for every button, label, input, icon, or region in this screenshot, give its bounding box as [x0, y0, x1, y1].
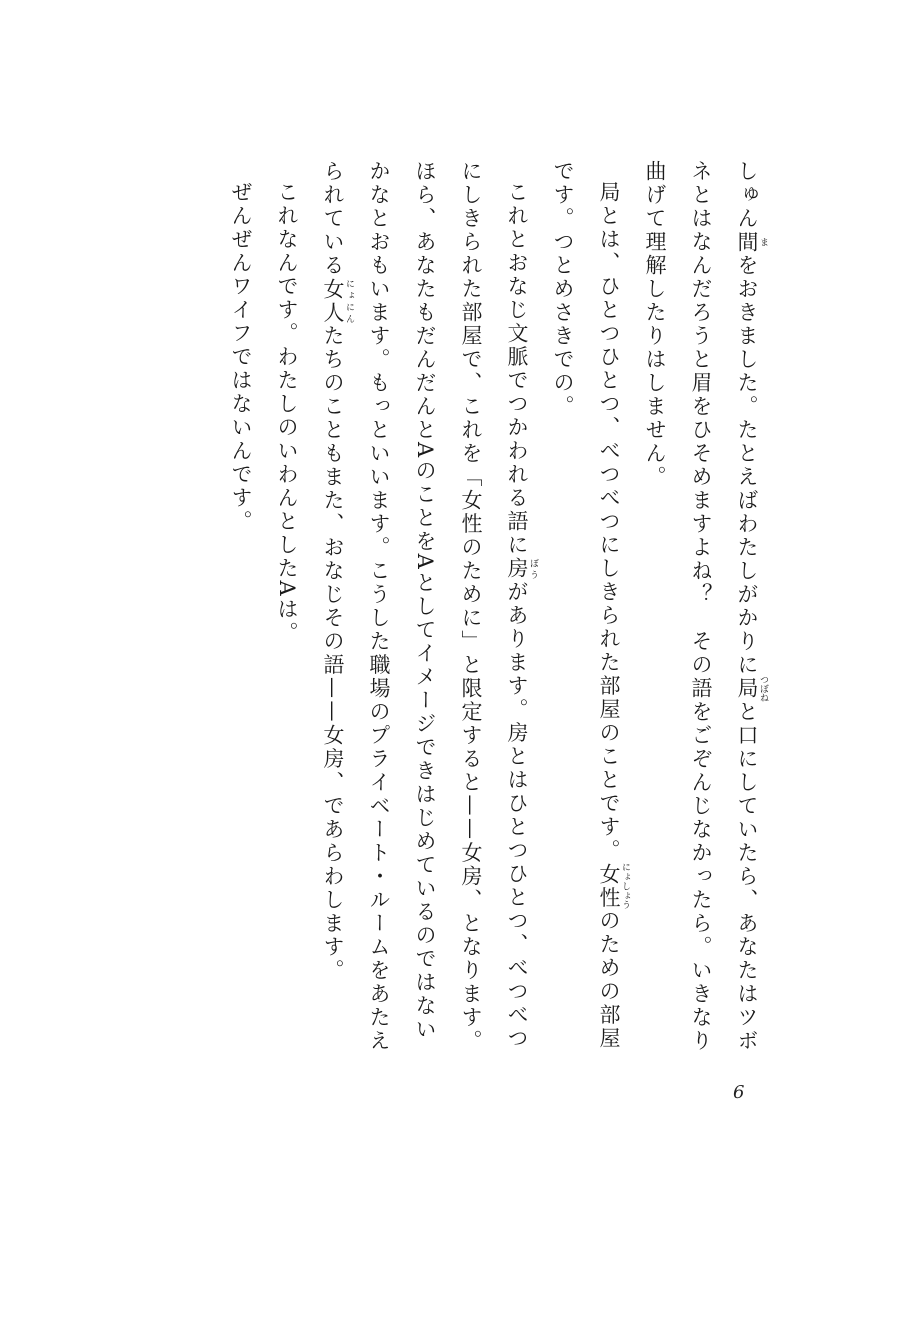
text-run: をおきました。たとえばわたしがかりに	[735, 254, 759, 677]
ruby-reading: つぼね	[758, 675, 768, 703]
ruby-word	[735, 675, 768, 703]
ruby-reading: ま	[758, 230, 768, 254]
paragraph	[310, 160, 540, 1060]
paragraph	[264, 160, 310, 1060]
ruby-reading: にょしょう	[620, 862, 630, 910]
ruby-word	[321, 277, 354, 325]
paragraph	[632, 160, 770, 1060]
ruby-base: 女人	[321, 277, 345, 325]
ruby-base: 間	[735, 230, 759, 254]
text-run: 局とは、ひとつひとつ、べつべつにしきられた部屋のことです。	[597, 181, 621, 863]
text-run: たちのこともまた、おなじその語——女房、であらわします。	[321, 324, 345, 983]
ruby-base: 女性	[597, 862, 621, 910]
text-run: これなんです。わたしのいわんとしたAは。	[275, 181, 299, 646]
paragraph	[540, 160, 632, 1060]
ruby-word	[597, 862, 630, 910]
ruby-base: 局	[735, 675, 759, 703]
paragraph	[218, 160, 264, 1060]
text-run: ぜんぜんワイフではないんです。	[229, 181, 253, 534]
text-run: これとおなじ文脈でつかわれる語に	[505, 181, 529, 557]
text-run: と口にしていたら、あなたはツボネとはなんだろうと眉をひそめますよね？ その語をごぞんじなかったら。いきなり曲げて理解したりはしません。	[643, 160, 759, 1053]
ruby-reading: ぼう	[528, 557, 538, 581]
text-run: のための部屋です。つとめさきでの。	[551, 160, 621, 1051]
text-run: しゅん	[735, 160, 759, 231]
ruby-base: 房	[505, 557, 529, 581]
vertical-text-body	[130, 160, 770, 1060]
text-run: があります。房とはひとつひとつ、べつべつにしきられた部屋で、これを「女性のために」と限定すると——女房、となります。ほら、あなたもだんだんとAのことをAとしてイメージできはじめているのではないかなとおもいます。もっといいます。こうした職場のプライベート・ルームをあたえられている	[321, 160, 529, 1053]
ruby-word	[735, 230, 768, 255]
ruby-reading: にょにん	[344, 277, 354, 325]
page-number: 6	[733, 1082, 745, 1103]
ruby-word	[505, 557, 538, 581]
